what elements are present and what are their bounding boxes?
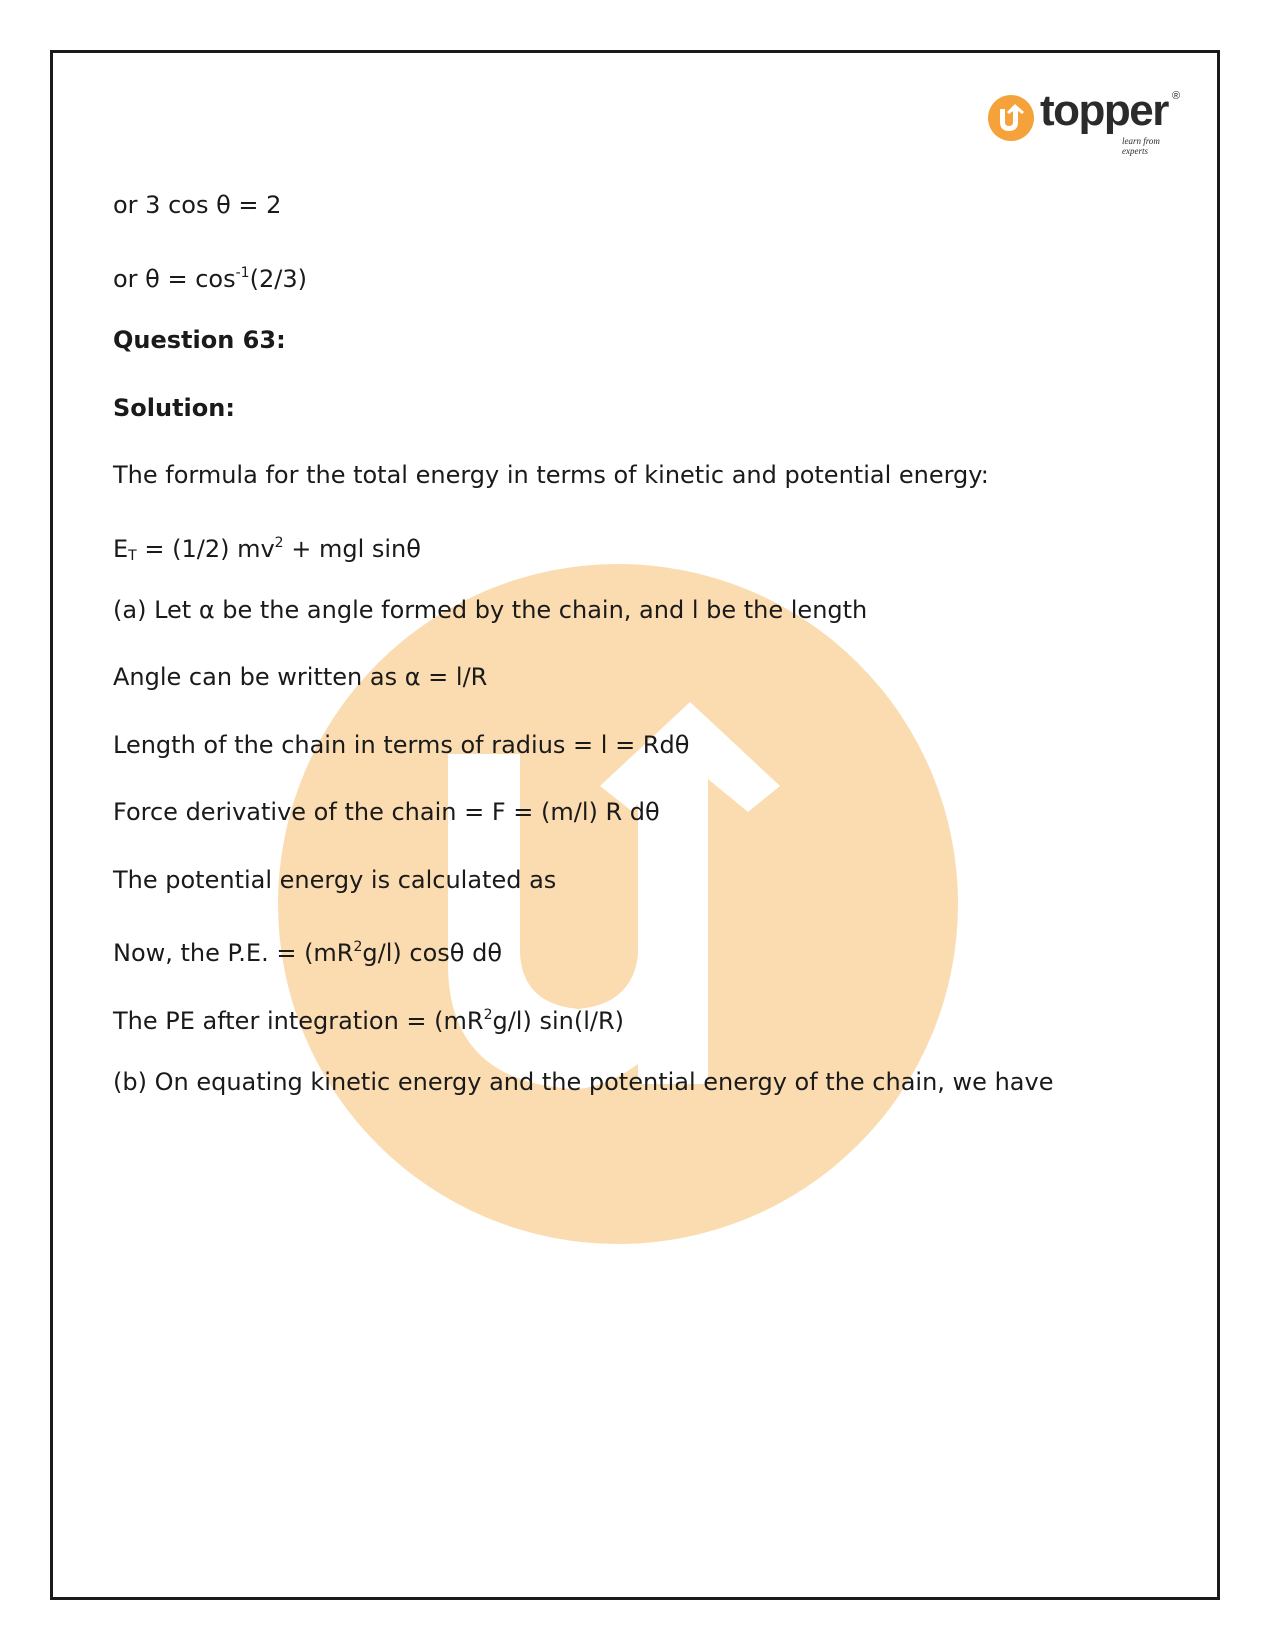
equation-line: or 3 cos θ = 2	[113, 191, 282, 219]
logo-tagline: learn from experts	[1122, 136, 1160, 156]
equation-line: Now, the P.E. = $(mR^2g/l)$ cosθ dθ	[113, 939, 502, 967]
equation-line: The PE after integration = $(mR^2g/l)$ sin(l/R)	[113, 1007, 625, 1035]
u-arrow-icon	[988, 95, 1034, 141]
question-heading: Question 63:	[113, 326, 286, 354]
equation-line: ET = (1/2) $mv^2$ + mgl sinθ	[113, 535, 421, 564]
solution-heading: Solution:	[113, 394, 235, 422]
body-text: (a) Let α be the angle formed by the chain, and l be the length	[113, 596, 868, 624]
body-text: (b) On equating kinetic energy and the potential energy of the chain, we have	[113, 1068, 1054, 1096]
equation-line: or $\theta = \cos^{-1}(2/3)$	[113, 265, 307, 293]
registered-mark: ®	[1172, 90, 1181, 102]
logo-wordmark: topper	[1040, 86, 1168, 135]
topper-logo	[988, 86, 1188, 156]
body-text: Force derivative of the chain = F = (m/l) R dθ	[113, 798, 660, 826]
body-text: Length of the chain in terms of radius = l = Rdθ	[113, 731, 690, 759]
body-text: Angle can be written as α = l/R	[113, 663, 488, 691]
body-text: The potential energy is calculated as	[113, 866, 557, 894]
body-text: The formula for the total energy in terms of kinetic and potential energy:	[113, 461, 989, 489]
